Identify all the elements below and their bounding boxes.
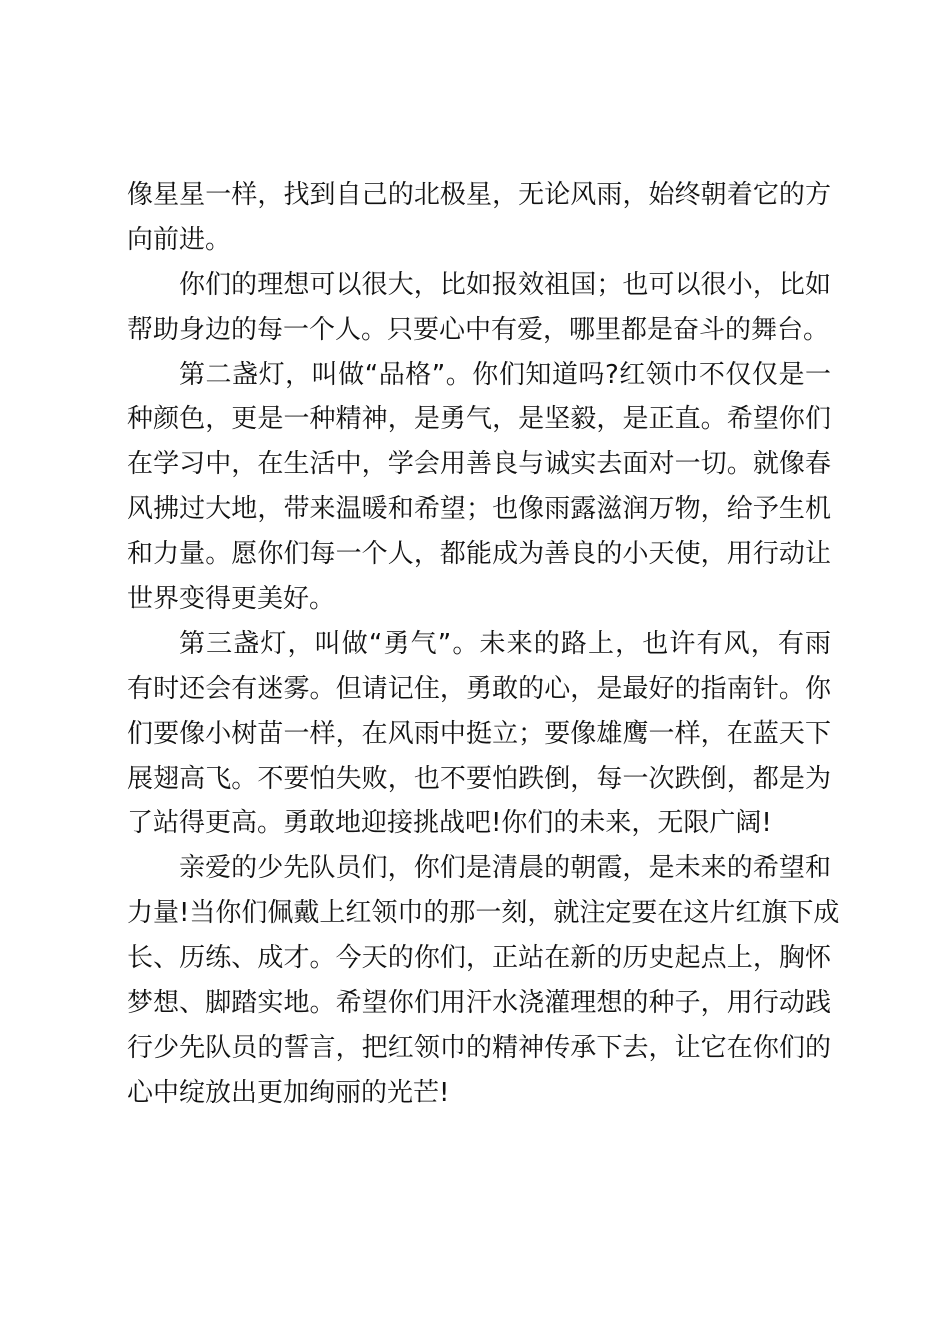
text-line: 有时还会有迷雾。但请记住，勇敢的心，是最好的指南针。你: [127, 673, 831, 704]
body-text: [127, 173, 840, 1116]
text-line: 向前进。: [127, 224, 232, 255]
paragraph: [127, 622, 831, 846]
text-line: 第二盏灯，叫做“品格”。你们知道吗?红领巾不仅仅是一: [179, 359, 831, 390]
text-line: 们要像小树苗一样，在风雨中挺立；要像雄鹰一样，在蓝天下: [127, 718, 831, 749]
paragraph: [127, 263, 831, 353]
text-line: 你们的理想可以很大，比如报效祖国；也可以很小，比如: [179, 269, 831, 300]
text-line: 展翅高飞。不要怕失败，也不要怕跌倒，每一次跌倒，都是为: [127, 763, 831, 794]
text-line: 行少先队员的誓言，把红领巾的精神传承下去，让它在你们的: [127, 1032, 831, 1063]
paragraph: [127, 173, 831, 263]
paragraph: [127, 846, 840, 1115]
text-line: 像星星一样，找到自己的北极星，无论风雨，始终朝着它的方: [127, 180, 831, 210]
text-line: 风拂过大地，带来温暖和希望；也像雨露滋润万物，给予生机: [127, 494, 831, 525]
text-line: 亲爱的少先队员们，你们是清晨的朝霞，是未来的希望和: [179, 853, 831, 884]
text-line: 梦想、脚踏实地。希望你们用汗水浇灌理想的种子，用行动践: [127, 988, 831, 1019]
paragraph: [127, 353, 831, 622]
text-line: 世界变得更美好。: [127, 584, 336, 615]
text-line: 心中绽放出更加绚丽的光芒!: [127, 1077, 450, 1108]
text-line: 长、历练、成才。今天的你们，正站在新的历史起点上，胸怀: [127, 943, 831, 974]
text-line: 力量!当你们佩戴上红领巾的那一刻，就注定要在这片红旗下成: [127, 898, 840, 929]
text-line: 帮助身边的每一个人。只要心中有爱，哪里都是奋斗的舞台。: [127, 314, 830, 345]
text-line: 种颜色，更是一种精神，是勇气，是坚毅，是正直。希望你们: [127, 404, 831, 435]
text-line: 第三盏灯，叫做“勇气”。未来的路上，也许有风，有雨: [179, 628, 831, 659]
text-line: 在学习中，在生活中，学会用善良与诚实去面对一切。就像春: [127, 449, 831, 480]
text-line: 和力量。愿你们每一个人，都能成为善良的小天使，用行动让: [127, 539, 831, 570]
text-line: 了站得更高。勇敢地迎接挑战吧!你们的未来，无限广阔!: [127, 808, 772, 839]
